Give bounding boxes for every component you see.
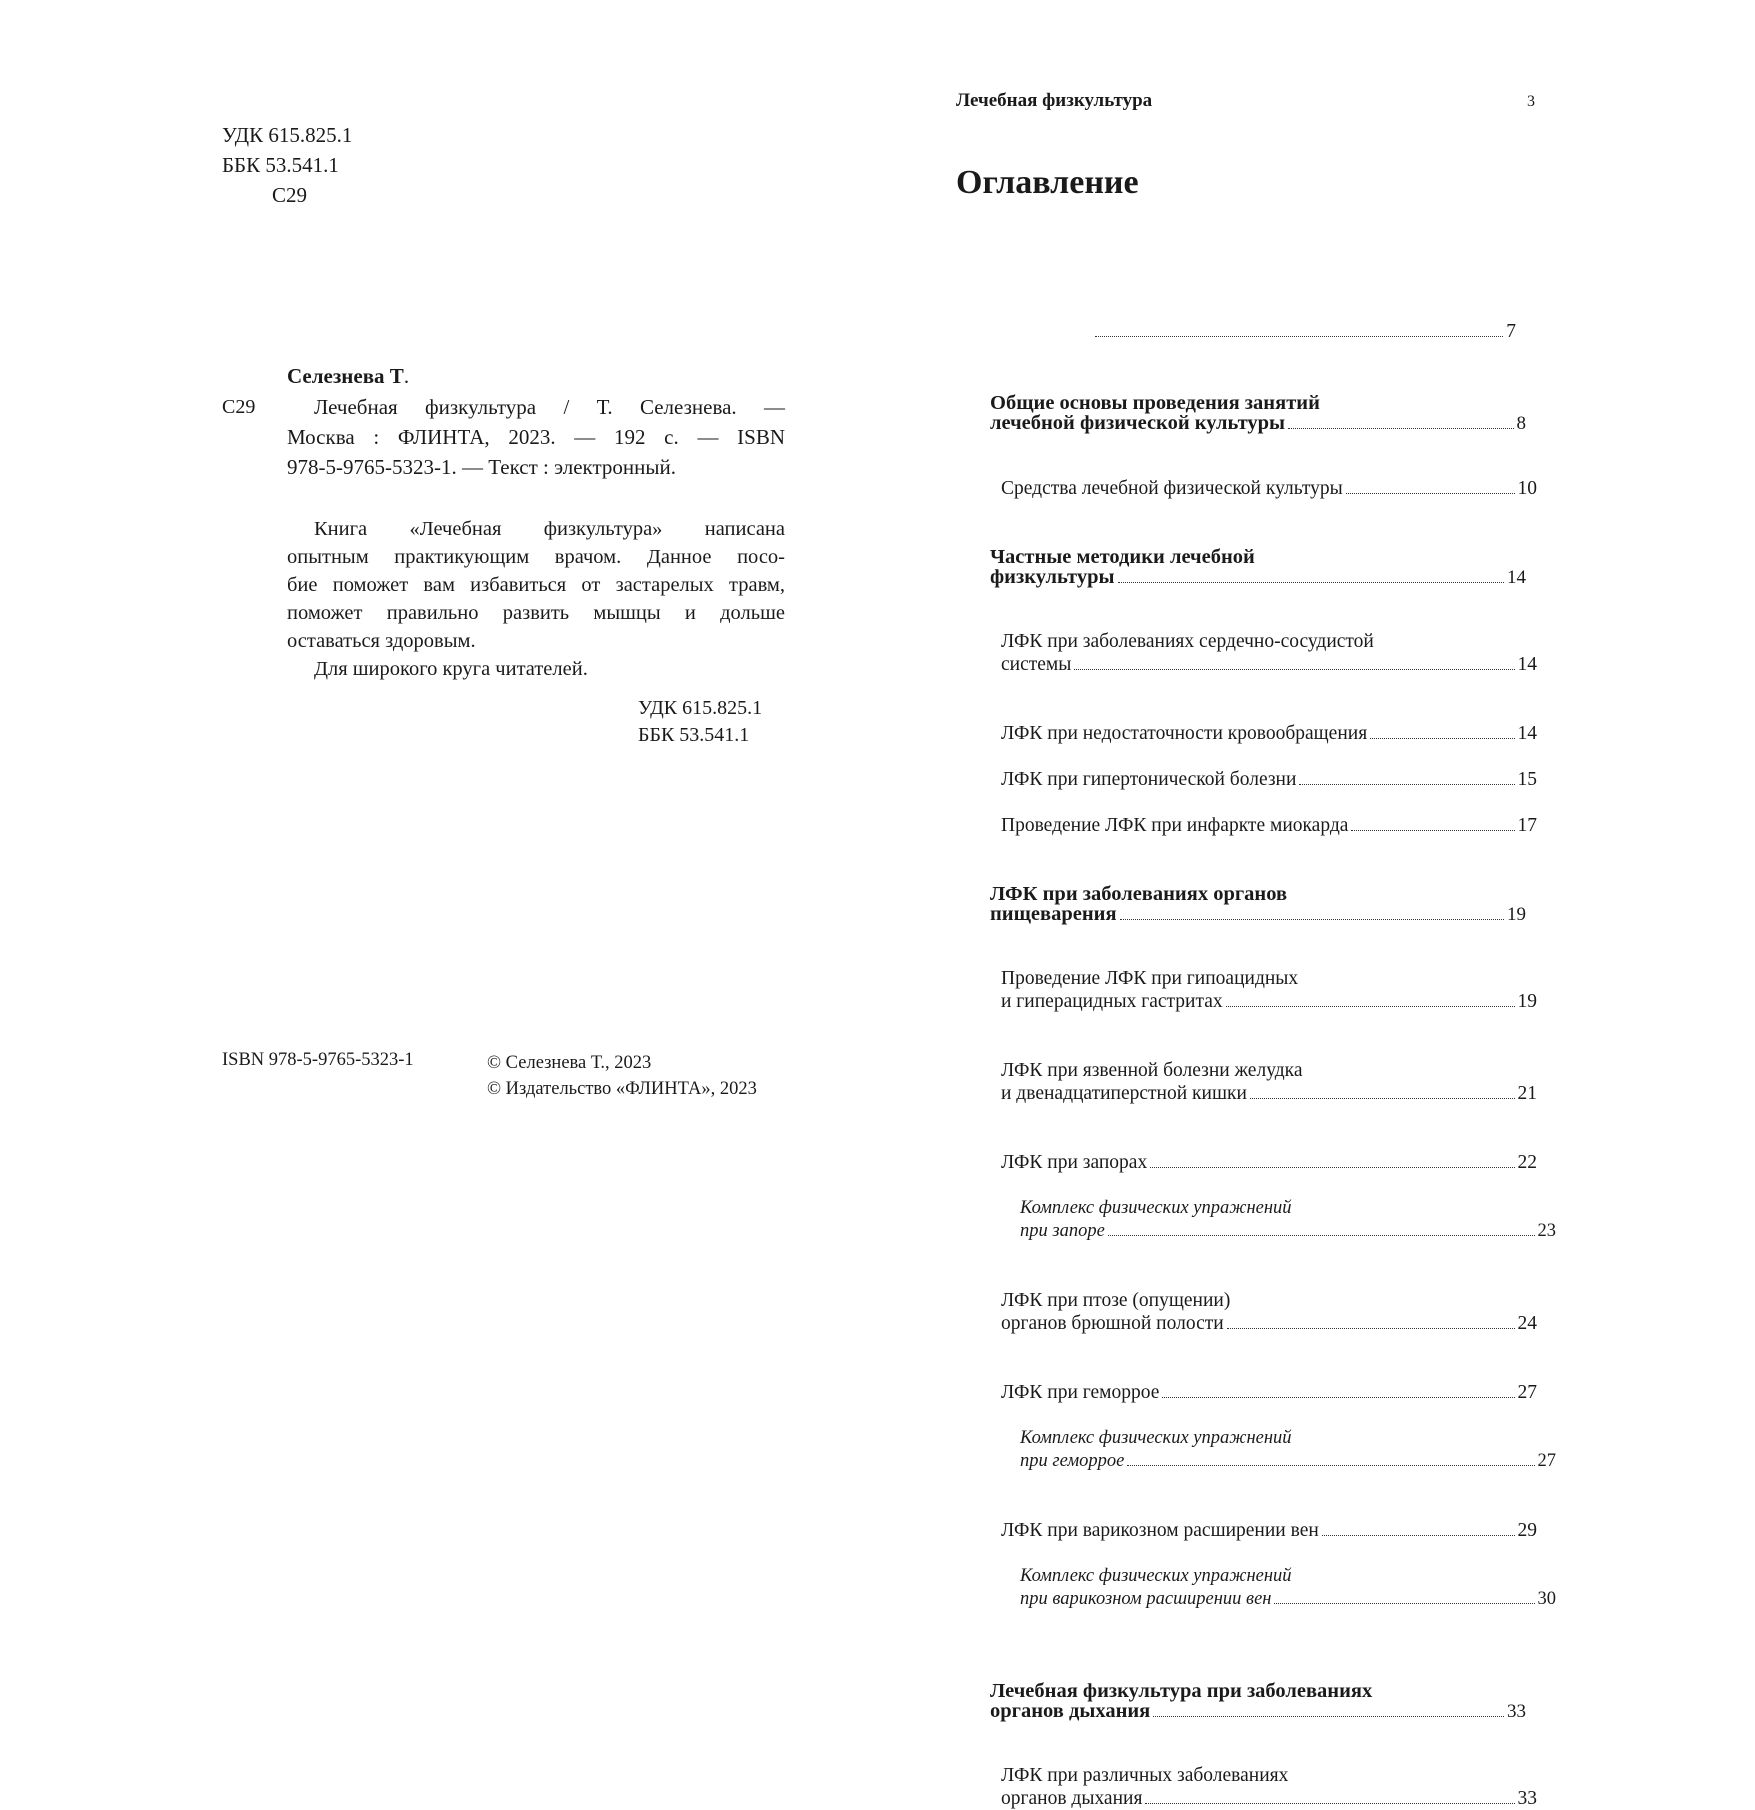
dot-leader [1274, 1603, 1534, 1604]
toc-chapter[interactable] [990, 884, 1526, 925]
annotation-line: Книга «Лечебная физкультура» написана [314, 518, 785, 540]
toc-section[interactable] [990, 1764, 1537, 1810]
toc-section[interactable] [990, 967, 1537, 1013]
bibliographic-line: Москва : ФЛИНТА, 2023. — 192 с. — ISBN [287, 425, 785, 449]
copyright-publisher: © Издательство «ФЛИНТА», 2023 [487, 1079, 757, 1099]
copyright-block [487, 1050, 757, 1102]
toc-page-number: 10 [1517, 478, 1537, 499]
toc-section-title: ЛФК при птозе (опущении) [1001, 1290, 1231, 1311]
toc-section[interactable] [990, 1059, 1537, 1105]
toc-chapter-title: лечебной физической культуры [990, 412, 1286, 434]
toc-chapter[interactable] [990, 1681, 1526, 1722]
bibliographic-line: 978-5-9765-5323-1. — Текст : электронный. [287, 455, 676, 479]
toc-subsection-title: Комплекс физических упражнений [1020, 1566, 1292, 1586]
author-name-dot: . [403, 364, 410, 388]
toc-page-number: 21 [1517, 1083, 1537, 1104]
annotation-line: оставаться здоровым. [287, 630, 476, 652]
toc-page-number: 17 [1517, 815, 1537, 836]
toc-page-number: 19 [1507, 904, 1526, 925]
toc-section-title: органов дыхания [1001, 1788, 1143, 1809]
toc-section-title: Проведение ЛФК при инфаркте миокарда [1001, 815, 1349, 836]
toc-page-number: 30 [1537, 1589, 1556, 1609]
toc-page-number: 27 [1517, 1382, 1537, 1403]
toc-section[interactable] [990, 814, 1537, 837]
toc-section-title: системы [1001, 654, 1072, 675]
toc-chapter-title: ЛФК при заболеваниях органов [990, 883, 1288, 905]
dot-leader [1370, 738, 1514, 739]
toc-page-number: 29 [1517, 1520, 1537, 1541]
toc-page-number: 19 [1517, 991, 1537, 1012]
contents-title: Оглавление [956, 164, 1139, 201]
dot-leader [1226, 1006, 1515, 1007]
toc-subsection-title: Комплекс физических упражнений [1020, 1428, 1292, 1448]
copyright-author: © Селезнева Т., 2023 [487, 1053, 652, 1073]
toc-chapter-title: Общие основы проведения занятий [990, 392, 1320, 414]
dot-leader [1095, 336, 1503, 337]
udk-code: УДК 615.825.1 [222, 123, 353, 147]
annotation-line: бие поможет вам избавиться от застарелых травм, [287, 574, 785, 596]
toc-chapter-title: Лечебная физкультура при заболеваниях [990, 1680, 1373, 1702]
toc-section-title: ЛФК при заболеваниях сердечно-сосудистой [1001, 631, 1374, 652]
toc-page-number: 33 [1507, 1701, 1526, 1722]
toc-page-number: 14 [1517, 723, 1537, 744]
toc-entry-intro[interactable] [1092, 320, 1516, 343]
toc-chapter[interactable] [990, 547, 1526, 588]
toc-page-number: 7 [1506, 321, 1516, 342]
udk-bbk-bottom [638, 695, 762, 749]
toc-subsection-title: при запоре [1020, 1221, 1105, 1241]
toc-section-title: и двенадцатиперстной кишки [1001, 1083, 1247, 1104]
toc-page-number: 8 [1516, 413, 1526, 434]
toc-section-title: ЛФК при геморрое [1001, 1382, 1160, 1403]
toc-subsection[interactable] [990, 1427, 1556, 1473]
toc-section-title: ЛФК при различных заболеваниях [1001, 1765, 1289, 1786]
dot-leader [1299, 784, 1514, 785]
toc-chapter-title: физкультуры [990, 566, 1115, 588]
dot-leader [1322, 1535, 1515, 1536]
toc-section[interactable] [990, 630, 1537, 676]
dot-leader [1118, 582, 1504, 583]
toc-section-title: органов брюшной полости [1001, 1313, 1224, 1334]
index-codes-block [222, 120, 352, 210]
toc-section[interactable] [990, 722, 1537, 745]
toc-section-title: Проведение ЛФК при гипоацидных [1001, 968, 1299, 989]
toc-page-number: 33 [1517, 1788, 1537, 1809]
udk-code-bottom: УДК 615.825.1 [638, 697, 763, 719]
bbk-code-bottom: ББК 53.541.1 [638, 724, 750, 746]
toc-subsection-title: при варикозном расширении вен [1020, 1589, 1272, 1609]
toc-page-number: 14 [1507, 567, 1526, 588]
audience-note: Для широкого круга читателей. [314, 658, 588, 680]
annotation-line: опытным практикующим врачом. Данное посо- [287, 546, 785, 568]
dot-leader [1120, 919, 1504, 920]
toc-section[interactable] [990, 1519, 1537, 1542]
toc-section-title: ЛФК при недостаточности кровообращения [1001, 723, 1368, 744]
dot-leader [1162, 1397, 1514, 1398]
toc-subsection-title: Комплекс физических упражнений [1020, 1198, 1292, 1218]
dot-leader [1351, 830, 1514, 831]
toc-page-number: 22 [1517, 1152, 1537, 1173]
annotation-line: поможет правильно развить мышцы и дольше [287, 602, 785, 624]
isbn: ISBN 978-5-9765-5323-1 [222, 1050, 414, 1070]
toc-section-title: ЛФК при варикозном расширении вен [1001, 1520, 1319, 1541]
annotation [287, 515, 785, 683]
toc-chapter-title: пищеварения [990, 903, 1117, 925]
toc-subsection[interactable] [990, 1197, 1556, 1243]
dot-leader [1250, 1098, 1515, 1099]
toc-section-title: Средства лечебной физической культуры [1001, 478, 1343, 499]
toc-chapter[interactable] [990, 393, 1526, 434]
toc-section-title: ЛФК при язвенной болезни желудка [1001, 1060, 1303, 1081]
toc-section[interactable] [990, 1151, 1537, 1174]
dot-leader [1150, 1167, 1514, 1168]
toc-section[interactable] [990, 768, 1537, 791]
dot-leader [1145, 1803, 1514, 1804]
dot-leader [1108, 1235, 1535, 1236]
toc-section-title: ЛФК при гипертонической болезни [1001, 769, 1297, 790]
toc-section[interactable] [990, 1289, 1537, 1335]
author-mark: С29 [272, 183, 308, 207]
author-name [287, 364, 409, 389]
toc-page-number: 15 [1517, 769, 1537, 790]
bibliographic-description [287, 392, 785, 482]
toc-page-number: 14 [1517, 654, 1537, 675]
toc-subsection[interactable] [990, 1565, 1556, 1611]
toc-subsection-title: при геморрое [1020, 1451, 1125, 1471]
dot-leader [1127, 1465, 1534, 1466]
bbk-code: ББК 53.541.1 [222, 153, 339, 177]
toc-section[interactable] [990, 477, 1537, 500]
toc-section-title: и гиперацидных гастритах [1001, 991, 1223, 1012]
toc-page-number: 24 [1517, 1313, 1537, 1334]
author-mark-side: С29 [222, 396, 256, 418]
dot-leader [1346, 493, 1515, 494]
dot-leader [1227, 1328, 1515, 1329]
bibliographic-line: Лечебная физкультура / Т. Селезнева. — [314, 395, 785, 419]
toc-chapter-title: органов дыхания [990, 1700, 1151, 1722]
author-name-text: Селезнева Т [287, 364, 404, 388]
toc-chapter-title: Частные методики лечебной [990, 546, 1255, 568]
dot-leader [1074, 669, 1514, 670]
toc-page-number: 23 [1537, 1221, 1556, 1241]
page-number: 3 [1527, 93, 1535, 110]
toc-section-title: ЛФК при запорах [1001, 1152, 1148, 1173]
dot-leader [1153, 1716, 1504, 1717]
running-head: Лечебная физкультура [956, 90, 1153, 111]
dot-leader [1288, 428, 1513, 429]
toc-section[interactable] [990, 1381, 1537, 1404]
toc-page-number: 27 [1537, 1451, 1556, 1471]
